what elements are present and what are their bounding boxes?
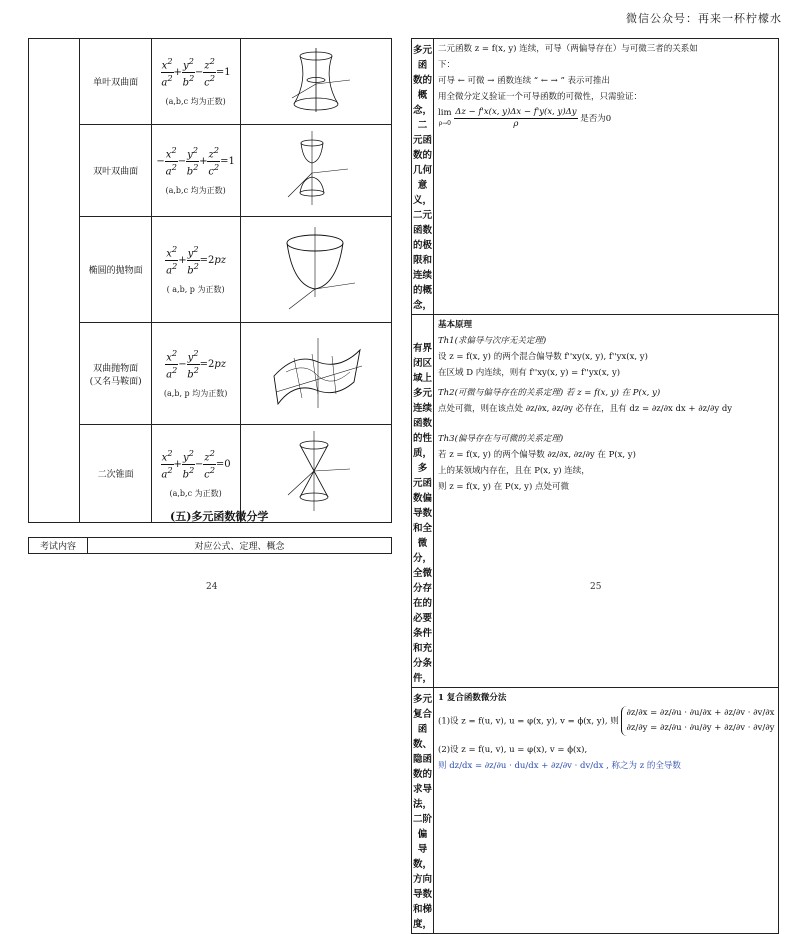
theorem-3-title: Th3(偏导存在与可微的关系定理)	[438, 434, 564, 444]
surface-formula: − $\frac{x^2}{a^2}$ − $\frac{y^2}{b^2}$ + $\frac{z^2}{c^2}$ =1 (a,b,c 均为正数)	[151, 125, 240, 217]
topic-cell: 多元复合 函数、隐函 数的求导 法，二阶偏 导数，方向 导数和梯 度，	[412, 688, 434, 934]
page-header: 微信公众号：再来一杯柠檬水	[626, 12, 782, 25]
table-row	[412, 315, 779, 688]
text-line: 二元函数 z = f(x, y) 连续，可导（两偏导存在）与可微三者的关系如	[438, 44, 698, 54]
surface-name: 椭圆的抛物面	[80, 217, 151, 323]
table-row	[412, 688, 779, 934]
quadric-surface-table	[28, 38, 392, 523]
hyperboloid-one-sheet-figure	[240, 39, 392, 125]
content-cell	[434, 315, 779, 688]
multivariable-calculus-table	[411, 38, 779, 934]
topic-cell: 多元函 数的概 念，二 元函数的 几何意义， 二元函数 的极限和 连续的概 念，	[412, 39, 434, 315]
content-cell	[434, 688, 779, 934]
theorem-3-body: 则 z = f(x, y) 在 P(x, y) 点处可微	[438, 482, 569, 492]
subsection-title: 基本原理	[438, 320, 473, 330]
table-row	[29, 217, 392, 323]
surface-formula: $\frac{x^2}{a^2}$ − $\frac{y^2}{b^2}$ =2pz (a,b, p 均为正数)	[151, 323, 240, 425]
limit-expression: lim ρ→0 $\frac{\Delta z - f'x(x, y)\Delta x - f'y(x, y)\Delta y}{\rho}$ 是否为0	[438, 107, 612, 129]
saddle-surface-figure	[240, 323, 392, 425]
hyperboloid-two-sheets-figure	[240, 125, 392, 217]
total-derivative: 则 dz/dx = ∂z/∂u · du/dx + ∂z/∂v · dv/dx , 称之为 z 的全导数	[438, 761, 681, 771]
theorem-2-title: Th2(可微与偏导存在的关系定理) 若 z = f(x, y) 在 P(x, y)	[438, 388, 661, 398]
text-line: 可导 ← 可微 → 函数连续 “ ← → ” 表示可推出	[438, 76, 611, 86]
surface-formula: $\frac{x^2}{a^2}$ + $\frac{y^2}{b^2}$ − $\frac{z^2}{c^2}$ =1 (a,b,c 均为正数)	[151, 39, 240, 125]
theorem-3-body: 上的某领域内存在，且在 P(x, y) 连续，	[438, 466, 590, 476]
text-line: 用全微分定义验证一个可导函数的可微性，只需验证：	[438, 92, 643, 102]
column-header: 对应公式、定理、概念	[88, 538, 392, 554]
section-title: (五)多元函数微分学	[170, 510, 269, 523]
theorem-1-title: Th1(求偏导与次序无关定理)	[438, 336, 547, 346]
table-row	[29, 323, 392, 425]
theorem-2-body: 点处可微，则在该点处 ∂z/∂x, ∂z/∂y 必存在，且有 dz = ∂z/∂x dx + ∂z/∂y dy	[438, 404, 733, 414]
topic-cell: 有界闭区 域上多元 连续函数 的性质，多 元函数偏 导数和全 微分，全微 分存在的 必要条件 和充分条 件，	[412, 315, 434, 688]
table-row	[29, 538, 392, 554]
surface-formula: $\frac{x^2}{a^2}$ + $\frac{y^2}{b^2}$ − $\frac{z^2}{c^2}$ =0 (a,b,c 为正数)	[151, 425, 240, 523]
surface-name: 双叶双曲面	[80, 125, 151, 217]
theorem-3-body: 若 z = f(x, y) 的两个偏导数 ∂z/∂x, ∂z/∂y 在 P(x, y)	[438, 450, 636, 460]
surface-formula: $\frac{x^2}{a^2}$ + $\frac{y^2}{b^2}$ =2pz ( a,b, p 为正数)	[151, 217, 240, 323]
column-header: 考试内容	[29, 538, 88, 554]
blank-column	[29, 39, 80, 523]
elliptic-paraboloid-figure	[240, 217, 392, 323]
exam-content-header-table	[28, 537, 392, 554]
subsection-title: 1 复合函数微分法	[438, 693, 507, 703]
theorem-1-body: 在区域 D 内连续，则有 f''xy(x, y) = f''yx(x, y)	[438, 368, 621, 378]
chain-rule-equations: ∂z/∂x = ∂z/∂u · ∂u/∂x + ∂z/∂v · ∂v/∂x ∂z/∂y = ∂z/∂u · ∂u/∂y + ∂z/∂v · ∂v/∂y	[621, 706, 774, 736]
table-row	[412, 39, 779, 315]
table-row	[29, 125, 392, 217]
chain-rule-item-1: (1)设 z = f(u, v), u = φ(x, y), v = ϕ(x, y), 则	[438, 716, 619, 727]
table-row	[29, 39, 392, 125]
surface-name: 单叶双曲面	[80, 39, 151, 125]
page-number-right: 25	[590, 582, 602, 592]
page-number-left: 24	[206, 582, 218, 592]
text-line: 下：	[438, 60, 456, 70]
chain-rule-item-2: (2)设 z = f(u, v), u = φ(x), v = ϕ(x),	[438, 745, 588, 755]
content-cell	[434, 39, 779, 315]
surface-name: 二次锥面	[80, 425, 151, 523]
theorem-1-body: 设 z = f(x, y) 的两个混合偏导数 f''xy(x, y), f''yx(x, y)	[438, 352, 648, 362]
surface-name: 双曲抛物面 (又名马鞍面)	[80, 323, 151, 425]
chain-rule-block	[438, 706, 774, 736]
